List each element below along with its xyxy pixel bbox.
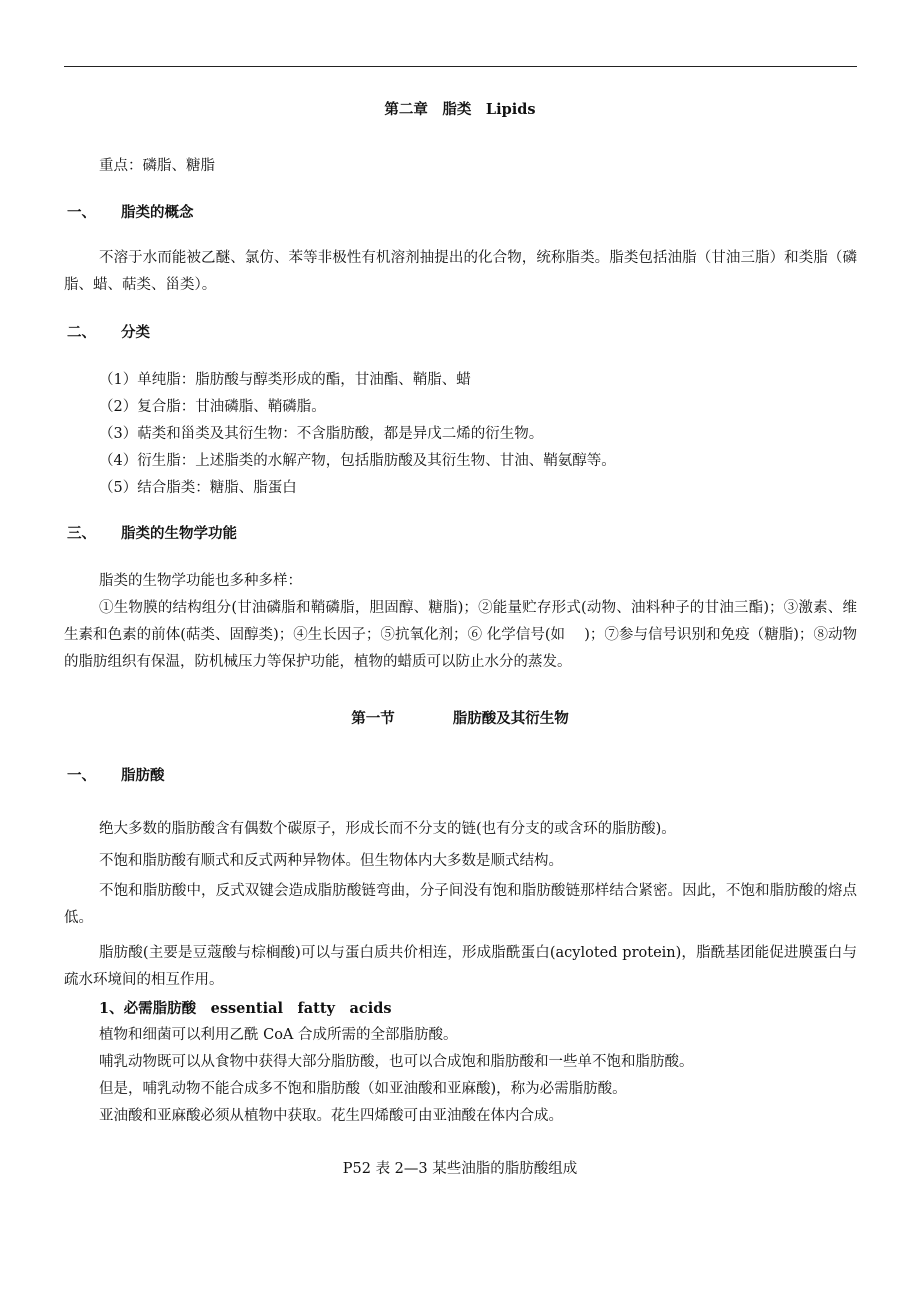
chapter-title: 第二章 脂类 Lipids (384, 101, 536, 118)
text-line: 哺乳动物既可以从食物中获得大部分脂肪酸，也可以合成饱和脂肪酸和一些单不饱和脂肪酸。 (99, 1054, 694, 1070)
list-item: （3）萜类和甾类及其衍生物：不含脂肪酸，都是异戊二烯的衍生物。 (99, 426, 544, 442)
section-number: 二、 (67, 324, 96, 341)
paragraph: ①生物膜的结构组分(甘油磷脂和鞘磷脂，胆固醇、糖脂)；②能量贮存形式(动物、油料种子的甘油三酯)；③激素、维生素和色素的前体(萜类、固醇类)；④生长因子；⑤抗氧化剂；⑥ 化学信号(如 )；⑦参与信号识别和免疫（糖脂)；⑧动物的脂肪组织有保温，防机械压力等保护功能，植物的蜡质可以防止水分的蒸发。 (64, 600, 857, 670)
paragraph: 脂肪酸(主要是豆蔻酸与棕榈酸)可以与蛋白质共价相连，形成脂酰蛋白(acyloted protein)，脂酰基团能促进膜蛋白与疏水环境间的相互作用。 (64, 945, 857, 988)
section-heading: 脂类的生物学功能 (121, 525, 237, 542)
paragraph: 不溶于水而能被乙醚、氯仿、苯等非极性有机溶剂抽提出的化合物，统称脂类。脂类包括油脂（甘油三脂）和类脂（磷脂、蜡、萜类、甾类）。 (64, 250, 857, 293)
text-line: 但是，哺乳动物不能合成多不饱和脂肪酸（如亚油酸和亚麻酸)，称为必需脂肪酸。 (99, 1081, 627, 1097)
text-line: 植物和细菌可以利用乙酰 CoA 合成所需的全部脂肪酸。 (99, 1027, 458, 1043)
table-caption: P52 表 2—3 某些油脂的脂肪酸组成 (342, 1161, 578, 1177)
section-heading: 脂肪酸 (121, 767, 165, 784)
paragraph: 绝大多数的脂肪酸含有偶数个碳原子，形成长而不分支的链(也有分支的或含环的脂肪酸)。 (99, 821, 676, 837)
paragraph: 不饱和脂肪酸中，反式双键会造成脂肪酸链弯曲，分子间没有饱和脂肪酸链那样结合紧密。因此，不饱和脂肪酸的熔点低。 (64, 883, 857, 926)
section-title: 第一节 脂肪酸及其衍生物 (351, 710, 569, 727)
subsection-title: 1、必需脂肪酸 essential fatty acids (99, 1000, 392, 1017)
list-item: （5）结合脂类：糖脂、脂蛋白 (99, 480, 297, 496)
key-points: 重点：磷脂、糖脂 (99, 158, 215, 174)
list-item: （1）单纯脂：脂肪酸与醇类形成的酯，甘油酯、鞘脂、蜡 (99, 372, 471, 388)
section-number: 三、 (67, 525, 96, 542)
header-rule (64, 66, 857, 67)
section-heading: 分类 (121, 324, 150, 341)
paragraph: 脂类的生物学功能也多种多样： (99, 573, 302, 589)
section-number: 一、 (67, 204, 96, 221)
section-heading: 脂类的概念 (121, 204, 194, 221)
list-item: （2）复合脂：甘油磷脂、鞘磷脂。 (99, 399, 326, 415)
paragraph: 不饱和脂肪酸有顺式和反式两种异物体。但生物体内大多数是顺式结构。 (99, 853, 563, 869)
section-number: 一、 (67, 767, 96, 784)
list-item: （4）衍生脂：上述脂类的水解产物，包括脂肪酸及其衍生物、甘油、鞘氨醇等。 (99, 453, 616, 469)
text-line: 亚油酸和亚麻酸必须从植物中获取。花生四烯酸可由亚油酸在体内合成。 (99, 1108, 563, 1124)
